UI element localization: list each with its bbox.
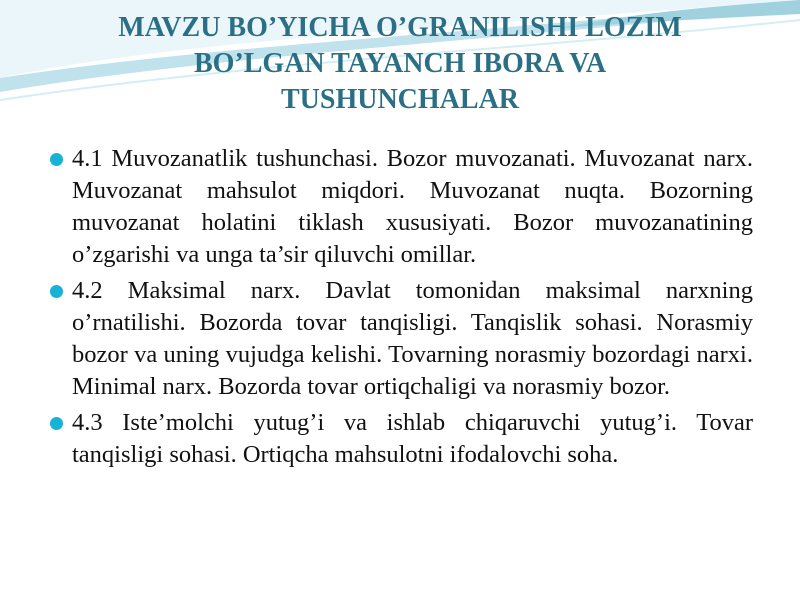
bullet-dot-icon xyxy=(50,153,63,166)
bullet-item xyxy=(48,275,753,403)
slide-title-line: TUSHUNCHALAR xyxy=(280,84,520,115)
bullet-item xyxy=(48,143,753,271)
bullet-item-text: 4.2 Maksimal narx. Davlat tomonidan maksimal narxning o’rnatilishi. Bozorda tovar tanqisligi. Tanqislik sohasi. Norasmiy bozor va uning vujudga kelishi. Tovarning norasmiy bozordagi narxi. Minimal narx. Bozorda tovar ortiqchaligi va norasmiy bozor. xyxy=(72,277,753,400)
slide-title xyxy=(60,10,740,118)
slide-title-line: BO’LGAN TAYANCH IBORA VA xyxy=(193,48,607,79)
bullet-dot-icon xyxy=(50,417,63,430)
bullet-dot-icon xyxy=(50,285,63,298)
bullet-item-text: 4.3 Iste’molchi yutug’i va ishlab chiqaruvchi yutug’i. Tovar tanqisligi sohasi. Ortiqcha mahsulotni ifodalovchi soha. xyxy=(72,409,753,468)
slide-title-line: MAVZU BO’YICHA O’GRANILISHI LOZIM xyxy=(118,12,682,43)
bullet-item-text: 4.1 Muvozanatlik tushunchasi. Bozor muvozanati. Muvozanat narx. Muvozanat mahsulot miqdori. Muvozanat nuqta. Bozorning muvozanat holatini tiklash xususiyati. Bozor muvozanatining o’zgarishi va unga ta’sir qiluvchi omillar. xyxy=(72,145,753,268)
bullet-item xyxy=(48,407,753,471)
bullet-list xyxy=(48,143,753,475)
